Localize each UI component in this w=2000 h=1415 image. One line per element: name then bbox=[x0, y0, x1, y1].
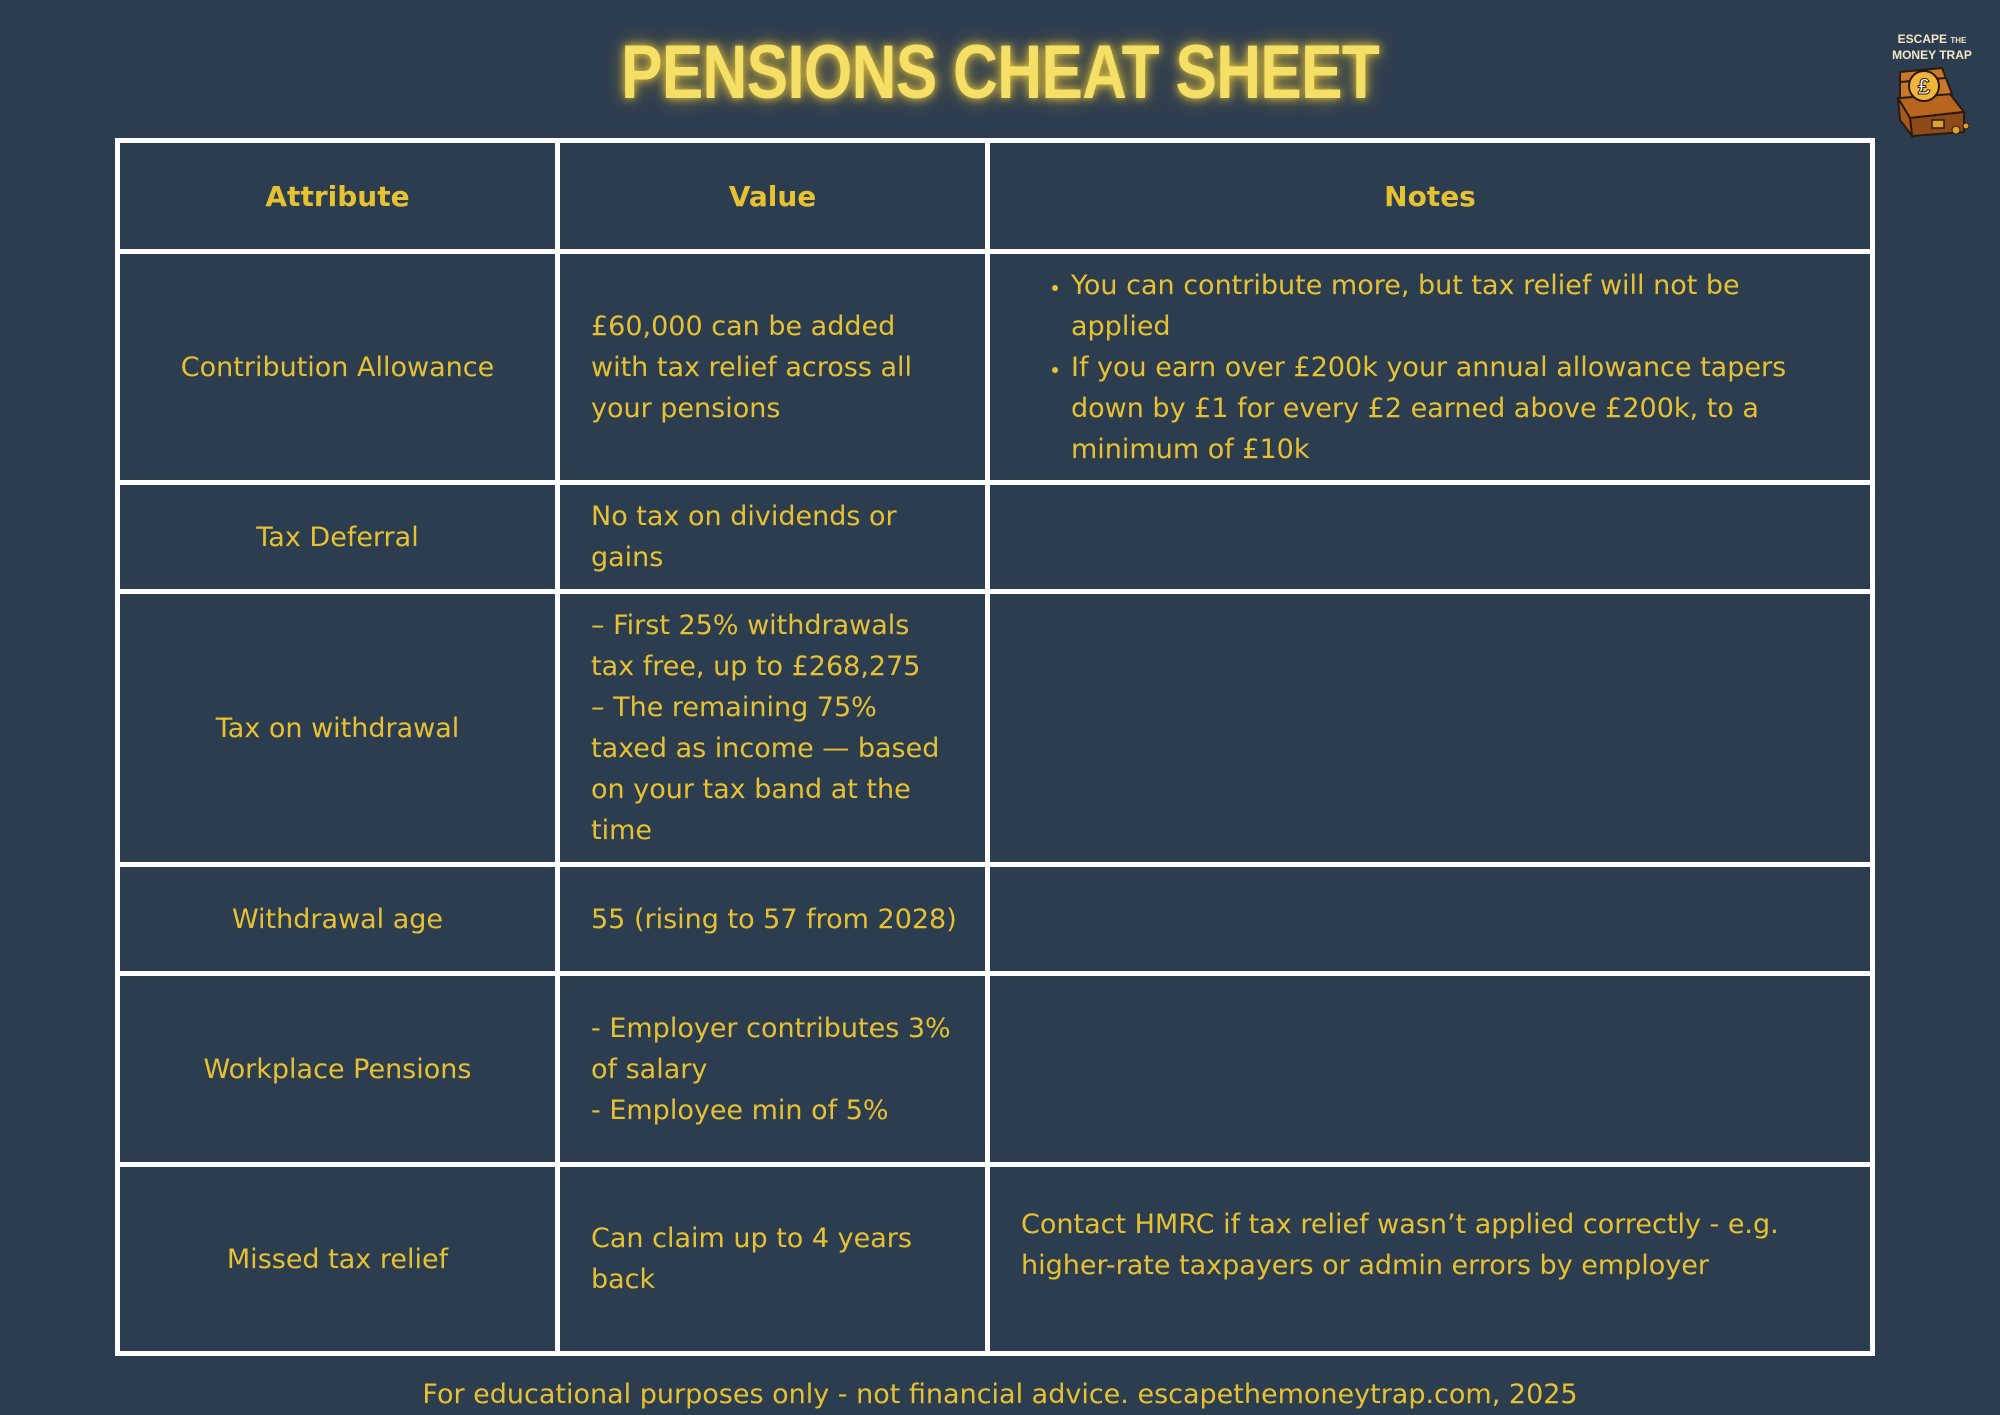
attribute-cell: Tax Deferral bbox=[118, 483, 558, 592]
header-attribute: Attribute bbox=[118, 141, 558, 252]
attribute-cell: Missed tax relief bbox=[118, 1165, 558, 1354]
logo-word-the: THE bbox=[1950, 36, 1967, 45]
notes-cell bbox=[988, 1165, 1873, 1354]
page-title: PENSIONS CHEAT SHEET bbox=[620, 30, 1380, 115]
attribute-cell: Contribution Allowance bbox=[118, 252, 558, 483]
header-value: Value bbox=[558, 141, 988, 252]
notes-list-item: • You can contribute more, but tax relief will not be applied bbox=[1071, 265, 1840, 347]
table-row bbox=[118, 592, 1873, 865]
notes-cell bbox=[988, 865, 1873, 974]
value-cell: £60,000 can be added with tax relief across all your pensions bbox=[558, 252, 988, 483]
notes-text: Contact HMRC if tax relief wasn’t applied correctly - e.g. higher-rate taxpayers or admin errors by employer bbox=[1021, 1209, 1779, 1281]
header-notes: Notes bbox=[988, 141, 1873, 252]
notes-cell bbox=[988, 483, 1873, 592]
notes-list bbox=[1021, 265, 1840, 470]
attribute-cell: Tax on withdrawal bbox=[118, 592, 558, 865]
table-row bbox=[118, 483, 1873, 592]
table-row bbox=[118, 865, 1873, 974]
table-header-row bbox=[118, 141, 1873, 252]
logo-word-escape: ESCAPE bbox=[1897, 32, 1947, 46]
attribute-cell: Withdrawal age bbox=[118, 865, 558, 974]
value-cell: – First 25% withdrawals tax free, up to £268,275 – The remaining 75% taxed as income — based on your tax band at the time bbox=[558, 592, 988, 865]
notes-cell bbox=[988, 592, 1873, 865]
value-cell: Can claim up to 4 years back bbox=[558, 1165, 988, 1354]
pensions-table bbox=[115, 138, 1875, 1356]
notes-cell bbox=[988, 974, 1873, 1165]
notes-cell bbox=[988, 252, 1873, 483]
table-row bbox=[118, 252, 1873, 483]
attribute-cell: Workplace Pensions bbox=[118, 974, 558, 1165]
notes-list-item: • If you earn over £200k your annual allowance tapers down by £1 for every £2 earned above £200k, to a minimum of £10k bbox=[1071, 347, 1840, 470]
value-cell: 55 (rising to 57 from 2028) bbox=[558, 865, 988, 974]
logo bbox=[1882, 32, 1982, 140]
treasure-chest-pound-icon bbox=[1890, 64, 1974, 138]
logo-word-money-trap: MONEY TRAP bbox=[1892, 48, 1972, 62]
logo-text bbox=[1882, 32, 1982, 62]
table-row bbox=[118, 1165, 1873, 1354]
footer-disclaimer: For educational purposes only - not financial advice. escapethemoneytrap.com, 2025 bbox=[422, 1379, 1578, 1410]
value-cell: - Employer contributes 3% of salary - Employee min of 5% bbox=[558, 974, 988, 1165]
table-row bbox=[118, 974, 1873, 1165]
svg-text:£: £ bbox=[1917, 74, 1931, 99]
value-cell: No tax on dividends or gains bbox=[558, 483, 988, 592]
